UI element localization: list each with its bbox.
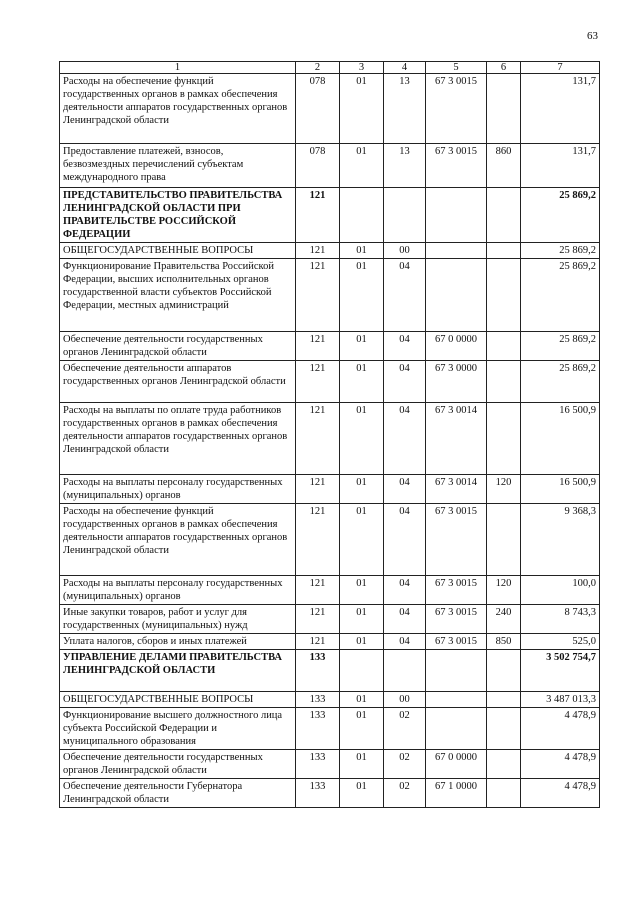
section-code-cell: 01 bbox=[340, 475, 384, 504]
header-cell: 6 bbox=[487, 62, 521, 74]
row-name-cell: Обеспечение деятельности государственных органов Ленинградской области bbox=[60, 332, 296, 361]
ved-code-cell: 121 bbox=[296, 634, 340, 650]
subsection-code-cell: 02 bbox=[384, 779, 426, 808]
amount-cell: 25 869,2 bbox=[521, 259, 600, 332]
ved-code-cell: 121 bbox=[296, 361, 340, 403]
target-article-cell: 67 3 0015 bbox=[426, 634, 487, 650]
subsection-code-cell: 00 bbox=[384, 243, 426, 259]
amount-cell: 25 869,2 bbox=[521, 361, 600, 403]
amount-cell: 100,0 bbox=[521, 576, 600, 605]
target-article-cell bbox=[426, 692, 487, 708]
amount-cell: 3 487 013,3 bbox=[521, 692, 600, 708]
amount-cell: 4 478,9 bbox=[521, 779, 600, 808]
ved-code-cell: 121 bbox=[296, 259, 340, 332]
ved-code-cell: 121 bbox=[296, 243, 340, 259]
ved-code-cell: 121 bbox=[296, 504, 340, 576]
subsection-code-cell: 04 bbox=[384, 361, 426, 403]
table-row bbox=[60, 692, 600, 708]
amount-cell: 131,7 bbox=[521, 144, 600, 188]
target-article-cell bbox=[426, 259, 487, 332]
section-code-cell bbox=[340, 650, 384, 692]
subsection-code-cell: 02 bbox=[384, 750, 426, 779]
subsection-code-cell: 04 bbox=[384, 634, 426, 650]
amount-cell: 16 500,9 bbox=[521, 475, 600, 504]
section-code-cell: 01 bbox=[340, 605, 384, 634]
table-row bbox=[60, 74, 600, 144]
ved-code-cell: 121 bbox=[296, 188, 340, 243]
expense-type-cell bbox=[487, 779, 521, 808]
row-name-cell: Расходы на обеспечение функций государственных органов в рамках обеспечения деятельности аппаратов государственных органов Ленинградской области bbox=[60, 74, 296, 144]
row-name-cell: Предоставление платежей, взносов, безвозмездных перечислений субъектам международного права bbox=[60, 144, 296, 188]
amount-cell: 16 500,9 bbox=[521, 403, 600, 475]
header-cell: 1 bbox=[60, 62, 296, 74]
amount-cell: 9 368,3 bbox=[521, 504, 600, 576]
ved-code-cell: 078 bbox=[296, 74, 340, 144]
amount-cell: 4 478,9 bbox=[521, 708, 600, 750]
row-name-cell: Расходы на выплаты по оплате труда работников государственных органов в рамках обеспечения деятельности аппаратов государственных органов Ленинградской области bbox=[60, 403, 296, 475]
expense-type-cell: 120 bbox=[487, 475, 521, 504]
expense-type-cell bbox=[487, 750, 521, 779]
row-name-cell: ОБЩЕГОСУДАРСТВЕННЫЕ ВОПРОСЫ bbox=[60, 692, 296, 708]
subsection-code-cell: 04 bbox=[384, 332, 426, 361]
section-code-cell: 01 bbox=[340, 74, 384, 144]
expense-type-cell: 860 bbox=[487, 144, 521, 188]
subsection-code-cell: 04 bbox=[384, 576, 426, 605]
section-code-cell: 01 bbox=[340, 692, 384, 708]
amount-cell: 8 743,3 bbox=[521, 605, 600, 634]
table-row bbox=[60, 605, 600, 634]
page-number: 63 bbox=[587, 30, 598, 42]
header-cell: 2 bbox=[296, 62, 340, 74]
section-code-cell bbox=[340, 188, 384, 243]
target-article-cell: 67 3 0015 bbox=[426, 605, 487, 634]
section-code-cell: 01 bbox=[340, 750, 384, 779]
expense-type-cell bbox=[487, 361, 521, 403]
header-row bbox=[60, 62, 600, 74]
expense-type-cell bbox=[487, 243, 521, 259]
table-row bbox=[60, 634, 600, 650]
target-article-cell bbox=[426, 243, 487, 259]
ved-code-cell: 133 bbox=[296, 650, 340, 692]
row-name-cell: ОБЩЕГОСУДАРСТВЕННЫЕ ВОПРОСЫ bbox=[60, 243, 296, 259]
target-article-cell: 67 1 0000 bbox=[426, 779, 487, 808]
row-name-cell: Функционирование Правительства Российской Федерации, высших исполнительных органов государственной власти субъектов Российской Федерации, местных администраций bbox=[60, 259, 296, 332]
target-article-cell bbox=[426, 708, 487, 750]
row-name-cell: Уплата налогов, сборов и иных платежей bbox=[60, 634, 296, 650]
section-code-cell: 01 bbox=[340, 634, 384, 650]
section-code-cell: 01 bbox=[340, 361, 384, 403]
target-article-cell bbox=[426, 188, 487, 243]
ved-code-cell: 133 bbox=[296, 708, 340, 750]
expense-type-cell: 240 bbox=[487, 605, 521, 634]
table-row bbox=[60, 650, 600, 692]
row-name-cell: УПРАВЛЕНИЕ ДЕЛАМИ ПРАВИТЕЛЬСТВА ЛЕНИНГРАДСКОЙ ОБЛАСТИ bbox=[60, 650, 296, 692]
table-row bbox=[60, 504, 600, 576]
target-article-cell: 67 3 0015 bbox=[426, 74, 487, 144]
amount-cell: 25 869,2 bbox=[521, 188, 600, 243]
target-article-cell: 67 0 0000 bbox=[426, 332, 487, 361]
subsection-code-cell: 02 bbox=[384, 708, 426, 750]
section-code-cell: 01 bbox=[340, 708, 384, 750]
row-name-cell: Расходы на выплаты персоналу государственных (муниципальных) органов bbox=[60, 475, 296, 504]
ved-code-cell: 121 bbox=[296, 332, 340, 361]
row-name-cell: Обеспечение деятельности Губернатора Ленинградской области bbox=[60, 779, 296, 808]
expense-type-cell bbox=[487, 504, 521, 576]
subsection-code-cell: 04 bbox=[384, 403, 426, 475]
amount-cell: 4 478,9 bbox=[521, 750, 600, 779]
table-row bbox=[60, 361, 600, 403]
budget-table bbox=[59, 61, 600, 808]
ved-code-cell: 133 bbox=[296, 779, 340, 808]
row-name-cell: Обеспечение деятельности аппаратов государственных органов Ленинградской области bbox=[60, 361, 296, 403]
expense-type-cell: 120 bbox=[487, 576, 521, 605]
row-name-cell: Расходы на обеспечение функций государственных органов в рамках обеспечения деятельности аппаратов государственных органов Ленинградской области bbox=[60, 504, 296, 576]
header-cell: 3 bbox=[340, 62, 384, 74]
table-row bbox=[60, 144, 600, 188]
header-cell: 7 bbox=[521, 62, 600, 74]
amount-cell: 25 869,2 bbox=[521, 332, 600, 361]
expense-type-cell bbox=[487, 403, 521, 475]
target-article-cell bbox=[426, 650, 487, 692]
table-row bbox=[60, 750, 600, 779]
ved-code-cell: 121 bbox=[296, 576, 340, 605]
expense-type-cell bbox=[487, 74, 521, 144]
subsection-code-cell: 13 bbox=[384, 144, 426, 188]
expense-type-cell bbox=[487, 259, 521, 332]
table-row bbox=[60, 332, 600, 361]
target-article-cell: 67 3 0015 bbox=[426, 576, 487, 605]
target-article-cell: 67 3 0014 bbox=[426, 403, 487, 475]
table-row bbox=[60, 243, 600, 259]
table-row bbox=[60, 708, 600, 750]
section-code-cell: 01 bbox=[340, 504, 384, 576]
expense-type-cell: 850 bbox=[487, 634, 521, 650]
target-article-cell: 67 3 0014 bbox=[426, 475, 487, 504]
target-article-cell: 67 0 0000 bbox=[426, 750, 487, 779]
table-row bbox=[60, 259, 600, 332]
row-name-cell: Обеспечение деятельности государственных органов Ленинградской области bbox=[60, 750, 296, 779]
subsection-code-cell bbox=[384, 188, 426, 243]
amount-cell: 3 502 754,7 bbox=[521, 650, 600, 692]
target-article-cell: 67 3 0000 bbox=[426, 361, 487, 403]
amount-cell: 131,7 bbox=[521, 74, 600, 144]
subsection-code-cell: 04 bbox=[384, 504, 426, 576]
target-article-cell: 67 3 0015 bbox=[426, 504, 487, 576]
section-code-cell: 01 bbox=[340, 259, 384, 332]
target-article-cell: 67 3 0015 bbox=[426, 144, 487, 188]
header-cell: 4 bbox=[384, 62, 426, 74]
expense-type-cell bbox=[487, 650, 521, 692]
subsection-code-cell: 00 bbox=[384, 692, 426, 708]
ved-code-cell: 133 bbox=[296, 750, 340, 779]
table-row bbox=[60, 779, 600, 808]
expense-type-cell bbox=[487, 708, 521, 750]
section-code-cell: 01 bbox=[340, 779, 384, 808]
table-body bbox=[60, 62, 600, 808]
row-name-cell: Иные закупки товаров, работ и услуг для государственных (муниципальных) нужд bbox=[60, 605, 296, 634]
section-code-cell: 01 bbox=[340, 403, 384, 475]
subsection-code-cell: 13 bbox=[384, 74, 426, 144]
section-code-cell: 01 bbox=[340, 243, 384, 259]
ved-code-cell: 078 bbox=[296, 144, 340, 188]
header-cell: 5 bbox=[426, 62, 487, 74]
table-row bbox=[60, 576, 600, 605]
ved-code-cell: 133 bbox=[296, 692, 340, 708]
amount-cell: 525,0 bbox=[521, 634, 600, 650]
table-row bbox=[60, 475, 600, 504]
expense-type-cell bbox=[487, 188, 521, 243]
subsection-code-cell bbox=[384, 650, 426, 692]
subsection-code-cell: 04 bbox=[384, 605, 426, 634]
section-code-cell: 01 bbox=[340, 332, 384, 361]
subsection-code-cell: 04 bbox=[384, 475, 426, 504]
row-name-cell: Расходы на выплаты персоналу государственных (муниципальных) органов bbox=[60, 576, 296, 605]
table-row bbox=[60, 403, 600, 475]
section-code-cell: 01 bbox=[340, 576, 384, 605]
table-row bbox=[60, 188, 600, 243]
ved-code-cell: 121 bbox=[296, 605, 340, 634]
ved-code-cell: 121 bbox=[296, 475, 340, 504]
ved-code-cell: 121 bbox=[296, 403, 340, 475]
section-code-cell: 01 bbox=[340, 144, 384, 188]
subsection-code-cell: 04 bbox=[384, 259, 426, 332]
expense-type-cell bbox=[487, 332, 521, 361]
expense-type-cell bbox=[487, 692, 521, 708]
row-name-cell: Функционирование высшего должностного лица субъекта Российской Федерации и муниципального образования bbox=[60, 708, 296, 750]
row-name-cell: ПРЕДСТАВИТЕЛЬСТВО ПРАВИТЕЛЬСТВА ЛЕНИНГРАДСКОЙ ОБЛАСТИ ПРИ ПРАВИТЕЛЬСТВЕ РОССИЙСКОЙ ФЕДЕРАЦИИ bbox=[60, 188, 296, 243]
amount-cell: 25 869,2 bbox=[521, 243, 600, 259]
